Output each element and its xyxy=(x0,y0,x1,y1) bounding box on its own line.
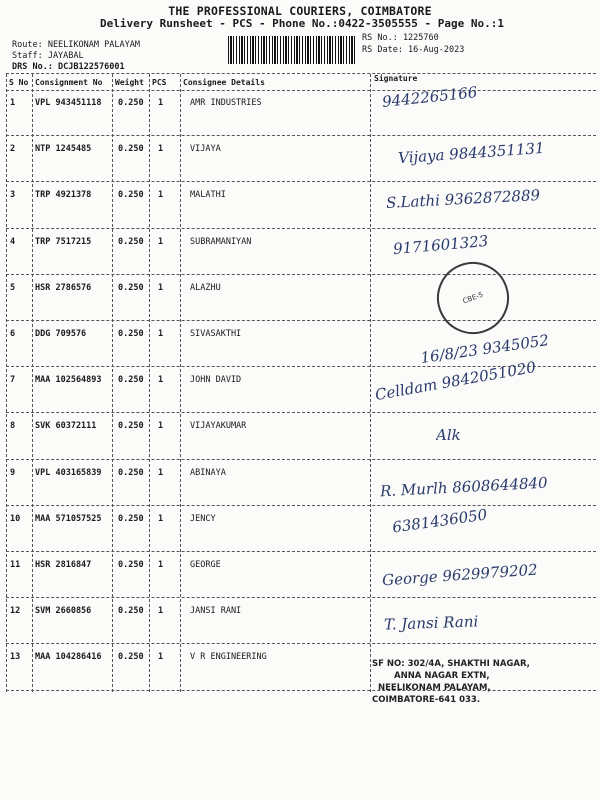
row-separator xyxy=(6,505,596,506)
row-separator xyxy=(6,228,596,229)
staff-label: Staff: JAYABAL xyxy=(12,51,84,61)
col-header-pcs: PCS xyxy=(152,78,167,87)
cell-consignee: ALAZHU xyxy=(190,282,221,293)
col-header-signature: Signature xyxy=(374,74,418,83)
col-header-consignment: Consignment No xyxy=(35,78,103,87)
cell-consignment: MAA 102564893 xyxy=(35,375,102,386)
cell-consignee: AMR INDUSTRIES xyxy=(190,98,262,108)
cell-sno: 4 xyxy=(10,236,16,247)
cell-consignee: VIJAYAKUMAR xyxy=(190,421,247,432)
header-bottom-border xyxy=(6,90,596,91)
cell-consignee: SIVASAKTHI xyxy=(190,329,242,339)
col-header-weight: Weight xyxy=(115,78,144,87)
row-separator xyxy=(6,597,596,598)
cell-weight: 0.250 xyxy=(118,652,144,663)
cell-sno: 5 xyxy=(10,282,16,293)
cell-sno: 11 xyxy=(10,560,21,570)
cell-consignment: SVM 2660856 xyxy=(35,606,92,617)
signature-handwriting: Celldam 9842051020 xyxy=(373,357,538,405)
address-stamp xyxy=(372,658,552,706)
cell-consignment: VPL 403165839 xyxy=(35,467,102,478)
cell-consignment: DDG 709576 xyxy=(35,329,87,339)
rs-date: RS Date: 16-Aug-2023 xyxy=(362,45,465,55)
cell-consignee: ABINAYA xyxy=(190,467,226,478)
column-divider xyxy=(149,74,150,692)
cell-sno: 9 xyxy=(10,467,16,478)
cell-consignment: TRP 7517215 xyxy=(35,236,92,247)
cell-pcs: 1 xyxy=(158,560,164,570)
column-divider xyxy=(180,74,181,692)
cell-weight: 0.250 xyxy=(118,282,144,293)
company-seal-stamp: CBE-5 xyxy=(427,252,519,344)
company-title: THE PROFESSIONAL COURIERS, COIMBATORE xyxy=(168,4,432,18)
cell-consignment: MAA 104286416 xyxy=(35,652,102,663)
cell-weight: 0.250 xyxy=(118,190,144,201)
cell-consignment: TRP 4921378 xyxy=(35,190,92,201)
cell-consignee: MALATHI xyxy=(190,190,226,201)
address-line: NEELIKONAM PALAYAM, xyxy=(378,683,491,693)
signature-handwriting: 16/8/23 9345052 xyxy=(419,331,551,367)
cell-sno: 12 xyxy=(10,606,21,617)
cell-consignment: MAA 571057525 xyxy=(35,513,102,524)
cell-weight: 0.250 xyxy=(118,144,144,155)
cell-consignee: V R ENGINEERING xyxy=(190,652,267,663)
row-separator xyxy=(6,274,596,275)
runsheet-subtitle: Delivery Runsheet - PCS - Phone No.:0422-3505555 - Page No.:1 xyxy=(100,17,504,30)
cell-sno: 2 xyxy=(10,144,16,155)
cell-weight: 0.250 xyxy=(118,98,144,108)
signature-handwriting: S.Lathi 9362872889 xyxy=(385,185,541,213)
cell-consignment: NTP 1245485 xyxy=(35,144,92,155)
cell-sno: 6 xyxy=(10,329,16,339)
row-separator xyxy=(6,135,596,136)
column-divider xyxy=(112,74,113,692)
col-header-sno: S No xyxy=(9,78,29,87)
column-divider xyxy=(32,74,33,692)
table-top-border xyxy=(6,73,596,74)
address-line: ANNA NAGAR EXTN, xyxy=(394,671,490,681)
cell-sno: 10 xyxy=(10,513,21,524)
cell-pcs: 1 xyxy=(158,98,164,108)
cell-pcs: 1 xyxy=(158,375,164,386)
cell-pcs: 1 xyxy=(158,652,164,663)
signature-handwriting: 6381436050 xyxy=(391,505,489,537)
cell-consignee: VIJAYA xyxy=(190,144,221,155)
cell-consignment: SVK 60372111 xyxy=(35,421,97,432)
row-separator xyxy=(6,643,596,644)
cell-sno: 7 xyxy=(10,375,16,386)
signature-handwriting: Vijaya 9844351131 xyxy=(397,138,546,168)
cell-consignee: SUBRAMANIYAN xyxy=(190,236,252,247)
row-separator xyxy=(6,412,596,413)
address-line: COIMBATORE-641 033. xyxy=(372,695,481,705)
cell-weight: 0.250 xyxy=(118,560,144,570)
address-line: SF NO: 302/4A, SHAKTHI NAGAR, xyxy=(372,659,530,669)
cell-pcs: 1 xyxy=(158,329,164,339)
cell-consignee: GEORGE xyxy=(190,560,221,570)
cell-weight: 0.250 xyxy=(118,421,144,432)
drs-number: DRS No.: DCJB122576001 xyxy=(12,62,125,72)
cell-consignee: JANSI RANI xyxy=(190,606,242,617)
cell-weight: 0.250 xyxy=(118,236,144,247)
cell-consignment: HSR 2816847 xyxy=(35,560,92,570)
cell-pcs: 1 xyxy=(158,513,164,524)
signature-handwriting: R. Murlh 8608644840 xyxy=(379,473,549,501)
column-divider xyxy=(370,74,371,692)
cell-pcs: 1 xyxy=(158,282,164,293)
column-divider xyxy=(6,74,7,692)
cell-weight: 0.250 xyxy=(118,606,144,617)
cell-sno: 8 xyxy=(10,421,16,432)
cell-consignee: JENCY xyxy=(190,513,216,524)
row-separator xyxy=(6,320,596,321)
cell-pcs: 1 xyxy=(158,190,164,201)
cell-pcs: 1 xyxy=(158,606,164,617)
cell-weight: 0.250 xyxy=(118,467,144,478)
cell-weight: 0.250 xyxy=(118,329,144,339)
signature-handwriting: 9442265166 xyxy=(381,83,479,111)
cell-sno: 3 xyxy=(10,190,16,201)
signature-handwriting: T. Jansi Rani xyxy=(383,612,479,634)
signature-handwriting: 9171601323 xyxy=(392,231,490,259)
row-separator xyxy=(6,181,596,182)
cell-sno: 1 xyxy=(10,98,16,108)
cell-pcs: 1 xyxy=(158,236,164,247)
cell-consignment: VPL 943451118 xyxy=(35,98,102,108)
cell-consignee: JOHN DAVID xyxy=(190,375,242,386)
cell-pcs: 1 xyxy=(158,467,164,478)
cell-consignment: HSR 2786576 xyxy=(35,282,92,293)
row-separator xyxy=(6,459,596,460)
cell-weight: 0.250 xyxy=(118,513,144,524)
signature-handwriting: George 9629979202 xyxy=(381,560,539,590)
col-header-consignee: Consignee Details xyxy=(183,78,265,87)
cell-pcs: 1 xyxy=(158,144,164,155)
route-label: Route: NEELIKONAM PALAYAM xyxy=(12,40,140,50)
cell-pcs: 1 xyxy=(158,421,164,432)
cell-sno: 13 xyxy=(10,652,21,663)
rs-number: RS No.: 1225760 xyxy=(362,33,439,43)
row-separator xyxy=(6,551,596,552)
barcode-image xyxy=(228,36,356,64)
signature-handwriting: Alk xyxy=(436,426,461,444)
cell-weight: 0.250 xyxy=(118,375,144,386)
